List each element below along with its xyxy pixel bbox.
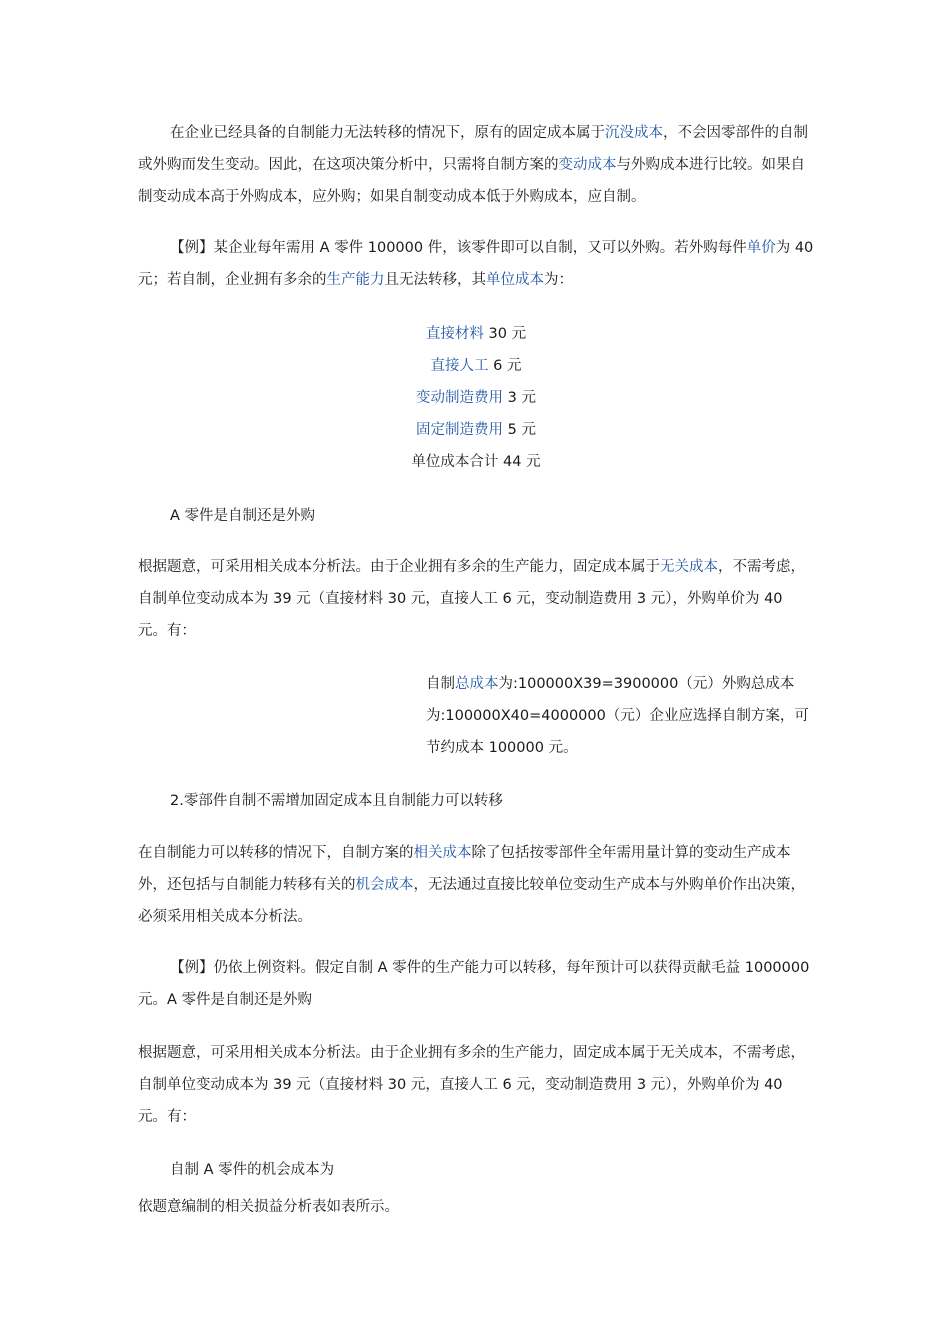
paragraph-transferable: 在自制能力可以转移的情况下，自制方案的相关成本除了包括按零部件全年需用量计算的变动生产成本外，还包括与自制能力转移有关的机会成本，无法通过直接比较单位变动生产成本与外购单价作出决策，必须采用相关成本分析法。 xyxy=(138,845,805,925)
link-irrelevant-cost[interactable]: 无关成本 xyxy=(660,559,718,575)
paragraph-opportunity-cost: 自制 A 零件的机会成本为 xyxy=(170,1162,335,1178)
link-sunk-cost[interactable]: 沉没成本 xyxy=(605,125,663,141)
link-fixed-overhead[interactable]: 固定制造费用 xyxy=(416,422,504,438)
cost-item: 固定制造费用 5 元 xyxy=(416,422,536,438)
link-direct-materials[interactable]: 直接材料 xyxy=(425,326,484,342)
cost-item: 直接人工 6 元 xyxy=(430,358,522,374)
paragraph-table-note: 依题意编制的相关损益分析表如表所示。 xyxy=(138,1199,399,1215)
paragraph-example-1: 【例】某企业每年需用 A 零件 100000 件，该零件即可以自制，又可以外购。若外购每件单价为 40 元；若自制，企业拥有多余的生产能力且无法转移，其单位成本为： xyxy=(138,240,814,288)
paragraph-sunk-cost: 在企业已经具备的自制能力无法转移的情况下，原有的固定成本属于沉没成本，不会因零部件的自制或外购而发生变动。因此，在这项决策分析中，只需将自制方案的变动成本与外购成本进行比较。如果自制变动成本高于外购成本，应外购；如果自制变动成本低于外购成本，应自制。 xyxy=(138,125,808,205)
link-relevant-cost[interactable]: 相关成本 xyxy=(413,845,472,861)
paragraph-analysis-2: 根据题意，可采用相关成本分析法。由于企业拥有多余的生产能力，固定成本属于无关成本，不需考虑，自制单位变动成本为 39 元（直接材料 30 元，直接人工 6 元，变动制造费用 3 元），外购单价为 40 元。有： xyxy=(138,1045,805,1125)
paragraph-example-2: 【例】仍依上例资料。假定自制 A 零件的生产能力可以转移，每年预计可以获得贡献毛益 1000000 元。A 零件是自制还是外购 xyxy=(138,960,810,1008)
link-production-capacity[interactable]: 生产能力 xyxy=(326,272,385,288)
link-unit-price[interactable]: 单价 xyxy=(746,240,776,256)
link-opportunity-cost[interactable]: 机会成本 xyxy=(355,877,414,893)
cost-item: 直接材料 30 元 xyxy=(425,326,527,342)
cost-total: 单位成本合计 44 元 xyxy=(411,454,541,470)
link-total-cost[interactable]: 总成本 xyxy=(455,676,499,692)
link-direct-labor[interactable]: 直接人工 xyxy=(430,358,489,374)
link-unit-cost[interactable]: 单位成本 xyxy=(486,272,544,288)
link-variable-overhead[interactable]: 变动制造费用 xyxy=(416,390,504,406)
cost-item: 变动制造费用 3 元 xyxy=(416,390,536,406)
question-1: A 零件是自制还是外购 xyxy=(170,508,316,524)
link-variable-cost[interactable]: 变动成本 xyxy=(558,157,617,173)
formula-total-cost: 自制总成本为:100000X39=3900000（元）外购总成本为:100000X40=4000000（元）企业应选择自制方案，可节约成本 100000 元。 xyxy=(426,676,809,756)
unit-cost-list xyxy=(138,318,814,478)
section-heading-2: 2.零部件自制不需增加固定成本且自制能力可以转移 xyxy=(170,793,503,809)
paragraph-analysis-1: 根据题意，可采用相关成本分析法。由于企业拥有多余的生产能力，固定成本属于无关成本，不需考虑，自制单位变动成本为 39 元（直接材料 30 元，直接人工 6 元，变动制造费用 3 元），外购单价为 40 元。有： xyxy=(138,559,805,639)
